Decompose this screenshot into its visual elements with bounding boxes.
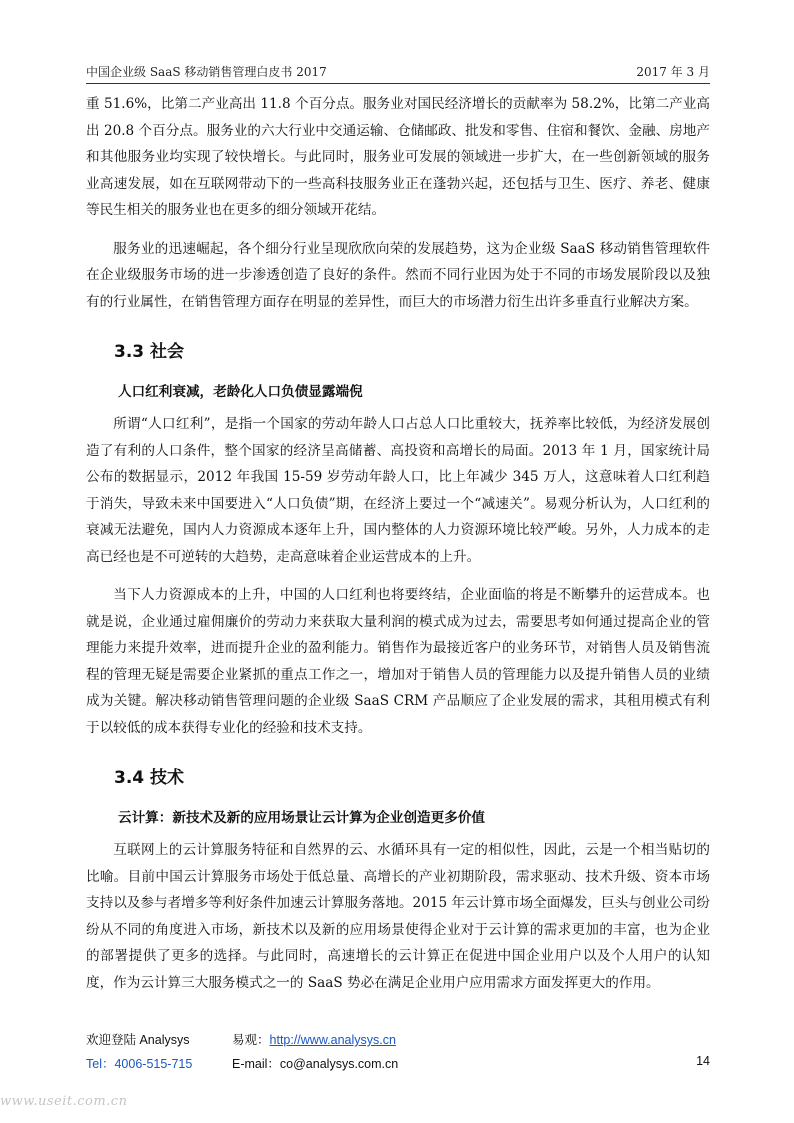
paragraph-services-rise: 服务业的迅速崛起，各个细分行业呈现欣欣向荣的发展趋势，这为企业级 SaaS 移动销售管理软件在企业级服务市场的进一步渗透创造了良好的条件。然而不同行业因为处于不同的市场发展阶段以及独有的行业属性，在销售管理方面存在明显的差异性，而巨大的市场潜力衍生出许多垂直行业解决方案。	[86, 240, 710, 310]
paragraph-services-growth: 重 51.6%，比第二产业高出 11.8 个百分点。服务业对国民经济增长的贡献率为 58.2%，比第二产业高出 20.8 个百分点。服务业的六大行业中交通运输、仓储邮政、批发和零售、住宿和餐饮、金融、房地产和其他服务业均实现了较快增长。与此同时，服务业可发展的领域进一步扩大，在一些创新领域的服务业高速发展，如在互联网带动下的一些高科技服务业正在蓬勃兴起，还包括与卫生、医疗、养老、健康等民生相关的服务业也在更多的细分领域开花结。	[86, 96, 710, 218]
header-title: 中国企业级 SaaS 移动销售管理白皮书 2017	[86, 65, 327, 79]
paragraph-labor-cost: 当下人力资源成本的上升，中国的人口红利也将要终结，企业面临的将是不断攀升的运营成本。也就是说，企业通过雇佣廉价的劳动力来获取大量利润的模式成为过去，需要思考如何通过提高企业的管理能力来提升效率，进而提升企业的盈利能力。销售作为最接近客户的业务环节，对销售人员及销售流程的管理无疑是需要企业紧抓的重点工作之一，增加对于销售人员的管理能力以及提升销售人员的业绩成为关键。解决移动销售管理问题的企业级 SaaS CRM 产品顺应了企业发展的需求，其租用模式有利于以较低的成本获得专业化的经验和技术支持。	[86, 587, 710, 736]
subheading-demographic: 人口红利衰减，老龄化人口负债显露端倪	[118, 384, 363, 400]
footer-tel: Tel：4006-515-715	[86, 1057, 193, 1071]
section-heading-technology: 3.4 技术	[114, 768, 185, 788]
watermark: www.useit.com.cn	[0, 1094, 128, 1109]
page-content	[86, 91, 710, 1008]
website-link[interactable]: http://www.analysys.cn	[269, 1033, 396, 1047]
footer-website-label: 易观：	[232, 1033, 270, 1047]
footer-website	[232, 1030, 396, 1048]
page-number: 14	[696, 1054, 710, 1068]
page-footer	[86, 1030, 710, 1080]
paragraph-demographic-dividend: 所谓“人口红利”，是指一个国家的劳动年龄人口占总人口比重较大，抚养率比较低，为经济发展创造了有利的人口条件，整个国家的经济呈高储蓄、高投资和高增长的局面。2013 年 1 月，国家统计局公布的数据显示，2012 年我国 15-59 岁劳动年龄人口，比上年减少 345 万人，这意味着人口红利趋于消失，导致未来中国要进入“人口负债”期，在经济上要过一个“减速关”。易观分析认为，人口红利的衰减无法避免，国内人力资源成本逐年上升，国内整体的人力资源环境比较严峻。另外，人力成本的走高已经也是不可逆转的大趋势，走高意味着企业运营成本的上升。	[86, 416, 710, 565]
header-divider	[86, 83, 710, 84]
paragraph-cloud-computing: 互联网上的云计算服务特征和自然界的云、水循环具有一定的相似性，因此，云是一个相当贴切的比喻。目前中国云计算服务市场处于低总量、高增长的产业初期阶段，需求驱动、技术升级、资本市场支持以及参与者增多等利好条件加速云计算服务落地。2015 年云计算市场全面爆发，巨头与创业公司纷纷从不同的角度进入市场，新技术以及新的应用场景使得企业对于云计算的需求更加的丰富，也为企业的部署提供了更多的选择。与此同时，高速增长的云计算正在促进中国企业用户以及个人用户的认知度，作为云计算三大服务模式之一的 SaaS 势必在满足企业用户应用需求方面发挥更大的作用。	[86, 842, 710, 991]
footer-email: E-mail：co@analysys.com.cn	[232, 1057, 399, 1071]
footer-welcome: 欢迎登陆 Analysys	[86, 1033, 190, 1047]
page-header	[86, 62, 710, 82]
subheading-cloud: 云计算：新技术及新的应用场景让云计算为企业创造更多价值	[118, 810, 486, 826]
section-heading-society: 3.3 社会	[114, 342, 185, 362]
header-date: 2017 年 3 月	[636, 65, 710, 79]
